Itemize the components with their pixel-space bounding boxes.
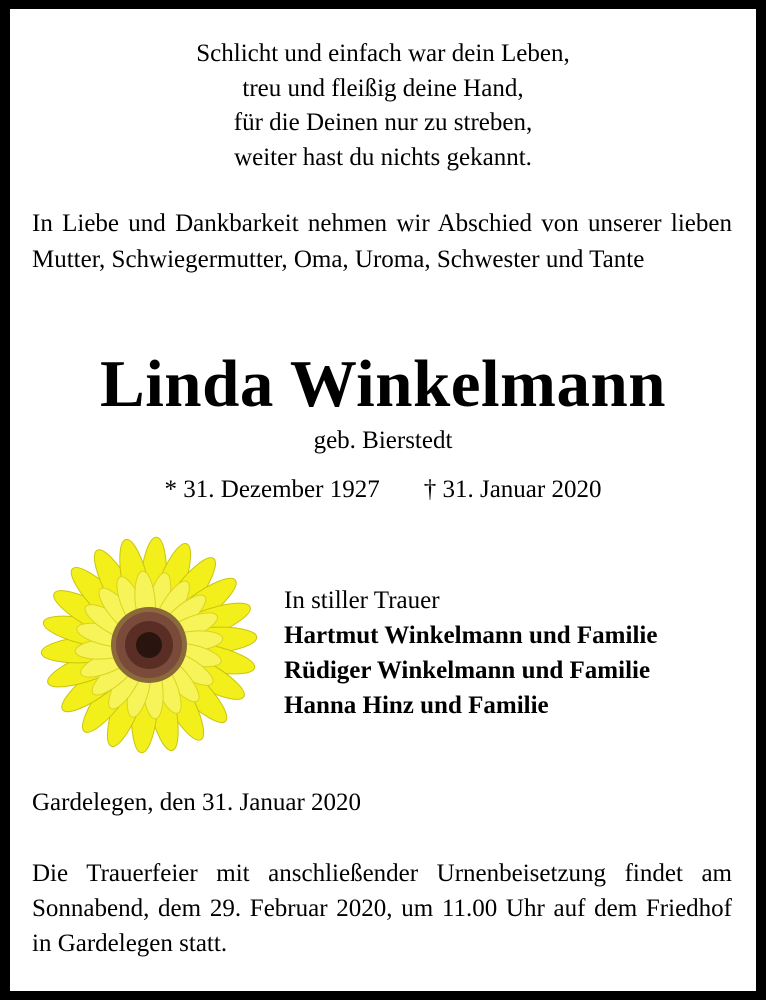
- mourners-block: [284, 583, 744, 723]
- gerbera-flower-icon: [32, 535, 262, 757]
- mourner-family: Hanna Hinz und Familie: [284, 692, 549, 719]
- place-date: Gardelegen, den 31. Januar 2020: [32, 789, 362, 816]
- death-date: † 31. Januar 2020: [423, 476, 602, 503]
- life-dates: [10, 475, 756, 505]
- mourners-heading: In stiller Trauer: [284, 587, 440, 614]
- birth-date: * 31. Dezember 1927: [164, 476, 380, 503]
- poem: [10, 37, 756, 175]
- poem-line: Schlicht und einfach war dein Leben,: [196, 40, 570, 67]
- deceased-name: Linda Winkelmann: [100, 347, 666, 421]
- funeral-notice: Die Trauerfeier mit anschließender Urnenbeisetzung findet am Sonnabend, dem 29. Februar 2020, um 11.00 Uhr auf dem Friedhof in Gardelegen statt.: [32, 860, 732, 957]
- poem-line: für die Deinen nur zu streben,: [233, 109, 533, 136]
- mourner-family: Hartmut Winkelmann und Familie: [284, 622, 658, 649]
- maiden-name: geb. Bierstedt: [313, 427, 453, 454]
- poem-line: treu und fleißig deine Hand,: [242, 74, 524, 102]
- intro-text: In Liebe und Dankbarkeit nehmen wir Abschied von unserer lieben Mutter, Schwiegermutter, Oma, Uroma, Schwester und Tante: [32, 210, 732, 273]
- mourner-family: Rüdiger Winkelmann und Familie: [284, 657, 651, 684]
- obituary-notice: [10, 9, 756, 991]
- poem-line: weiter hast du nichts gekannt.: [234, 143, 532, 171]
